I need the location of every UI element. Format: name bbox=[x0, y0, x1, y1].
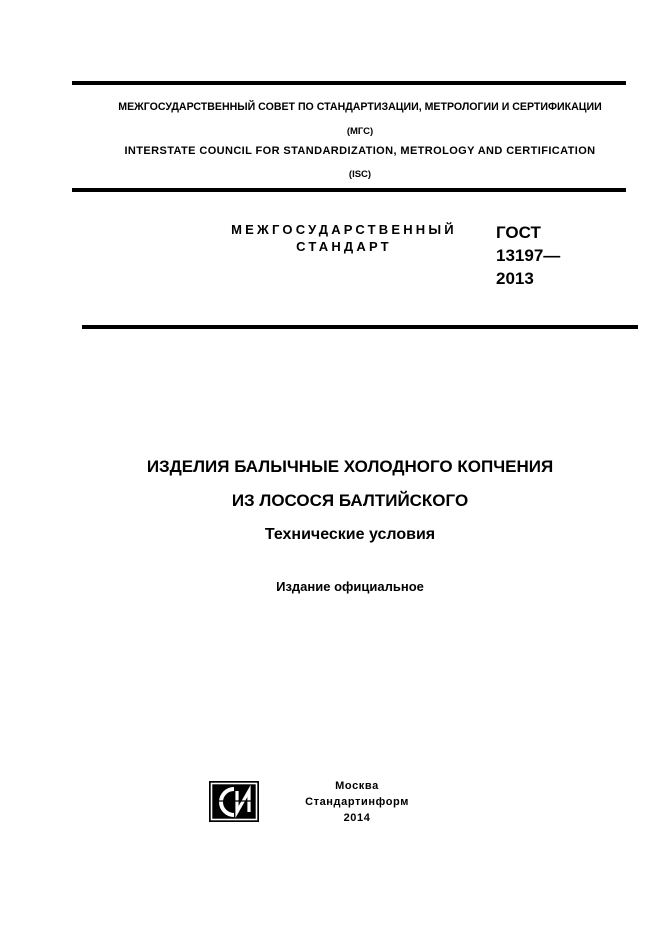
council-abbr-en: (ISC) bbox=[348, 169, 372, 180]
imprint-publisher: Стандартинформ bbox=[305, 796, 409, 808]
imprint-city: Москва bbox=[335, 780, 379, 792]
gost-year: 2013 bbox=[496, 269, 534, 288]
standartinform-logo bbox=[209, 781, 259, 822]
council-name-en: INTERSTATE COUNCIL FOR STANDARDIZATION, METROLOGY AND CERTIFICATION bbox=[124, 145, 596, 157]
bottom-rule bbox=[82, 325, 638, 329]
council-abbr-ru: (МГС) bbox=[346, 126, 374, 137]
council-name-ru: МЕЖГОСУДАРСТВЕННЫЙ СОВЕТ ПО СТАНДАРТИЗАЦИИ, МЕТРОЛОГИИ И СЕРТИФИКАЦИИ bbox=[118, 101, 602, 113]
imprint bbox=[296, 778, 418, 826]
edition-note: Издание официальное bbox=[276, 579, 424, 594]
document-subtitle: Технические условия bbox=[264, 526, 436, 543]
document-title-line1: ИЗДЕЛИЯ БАЛЫЧНЫЕ ХОЛОДНОГО КОПЧЕНИЯ bbox=[146, 457, 554, 476]
standard-kind-line2: СТАНДАРТ bbox=[296, 239, 392, 254]
standard-kind bbox=[210, 221, 478, 255]
imprint-year: 2014 bbox=[343, 812, 371, 824]
middle-rule bbox=[72, 188, 626, 192]
gost-designation bbox=[496, 221, 636, 290]
gost-code: ГОСТ bbox=[496, 223, 541, 242]
gost-number: 13197— bbox=[496, 246, 561, 265]
top-rule bbox=[72, 81, 626, 85]
document-title-line2: ИЗ ЛОСОСЯ БАЛТИЙСКОГО bbox=[231, 491, 469, 510]
standard-kind-line1: МЕЖГОСУДАРСТВЕННЫЙ bbox=[231, 222, 457, 237]
